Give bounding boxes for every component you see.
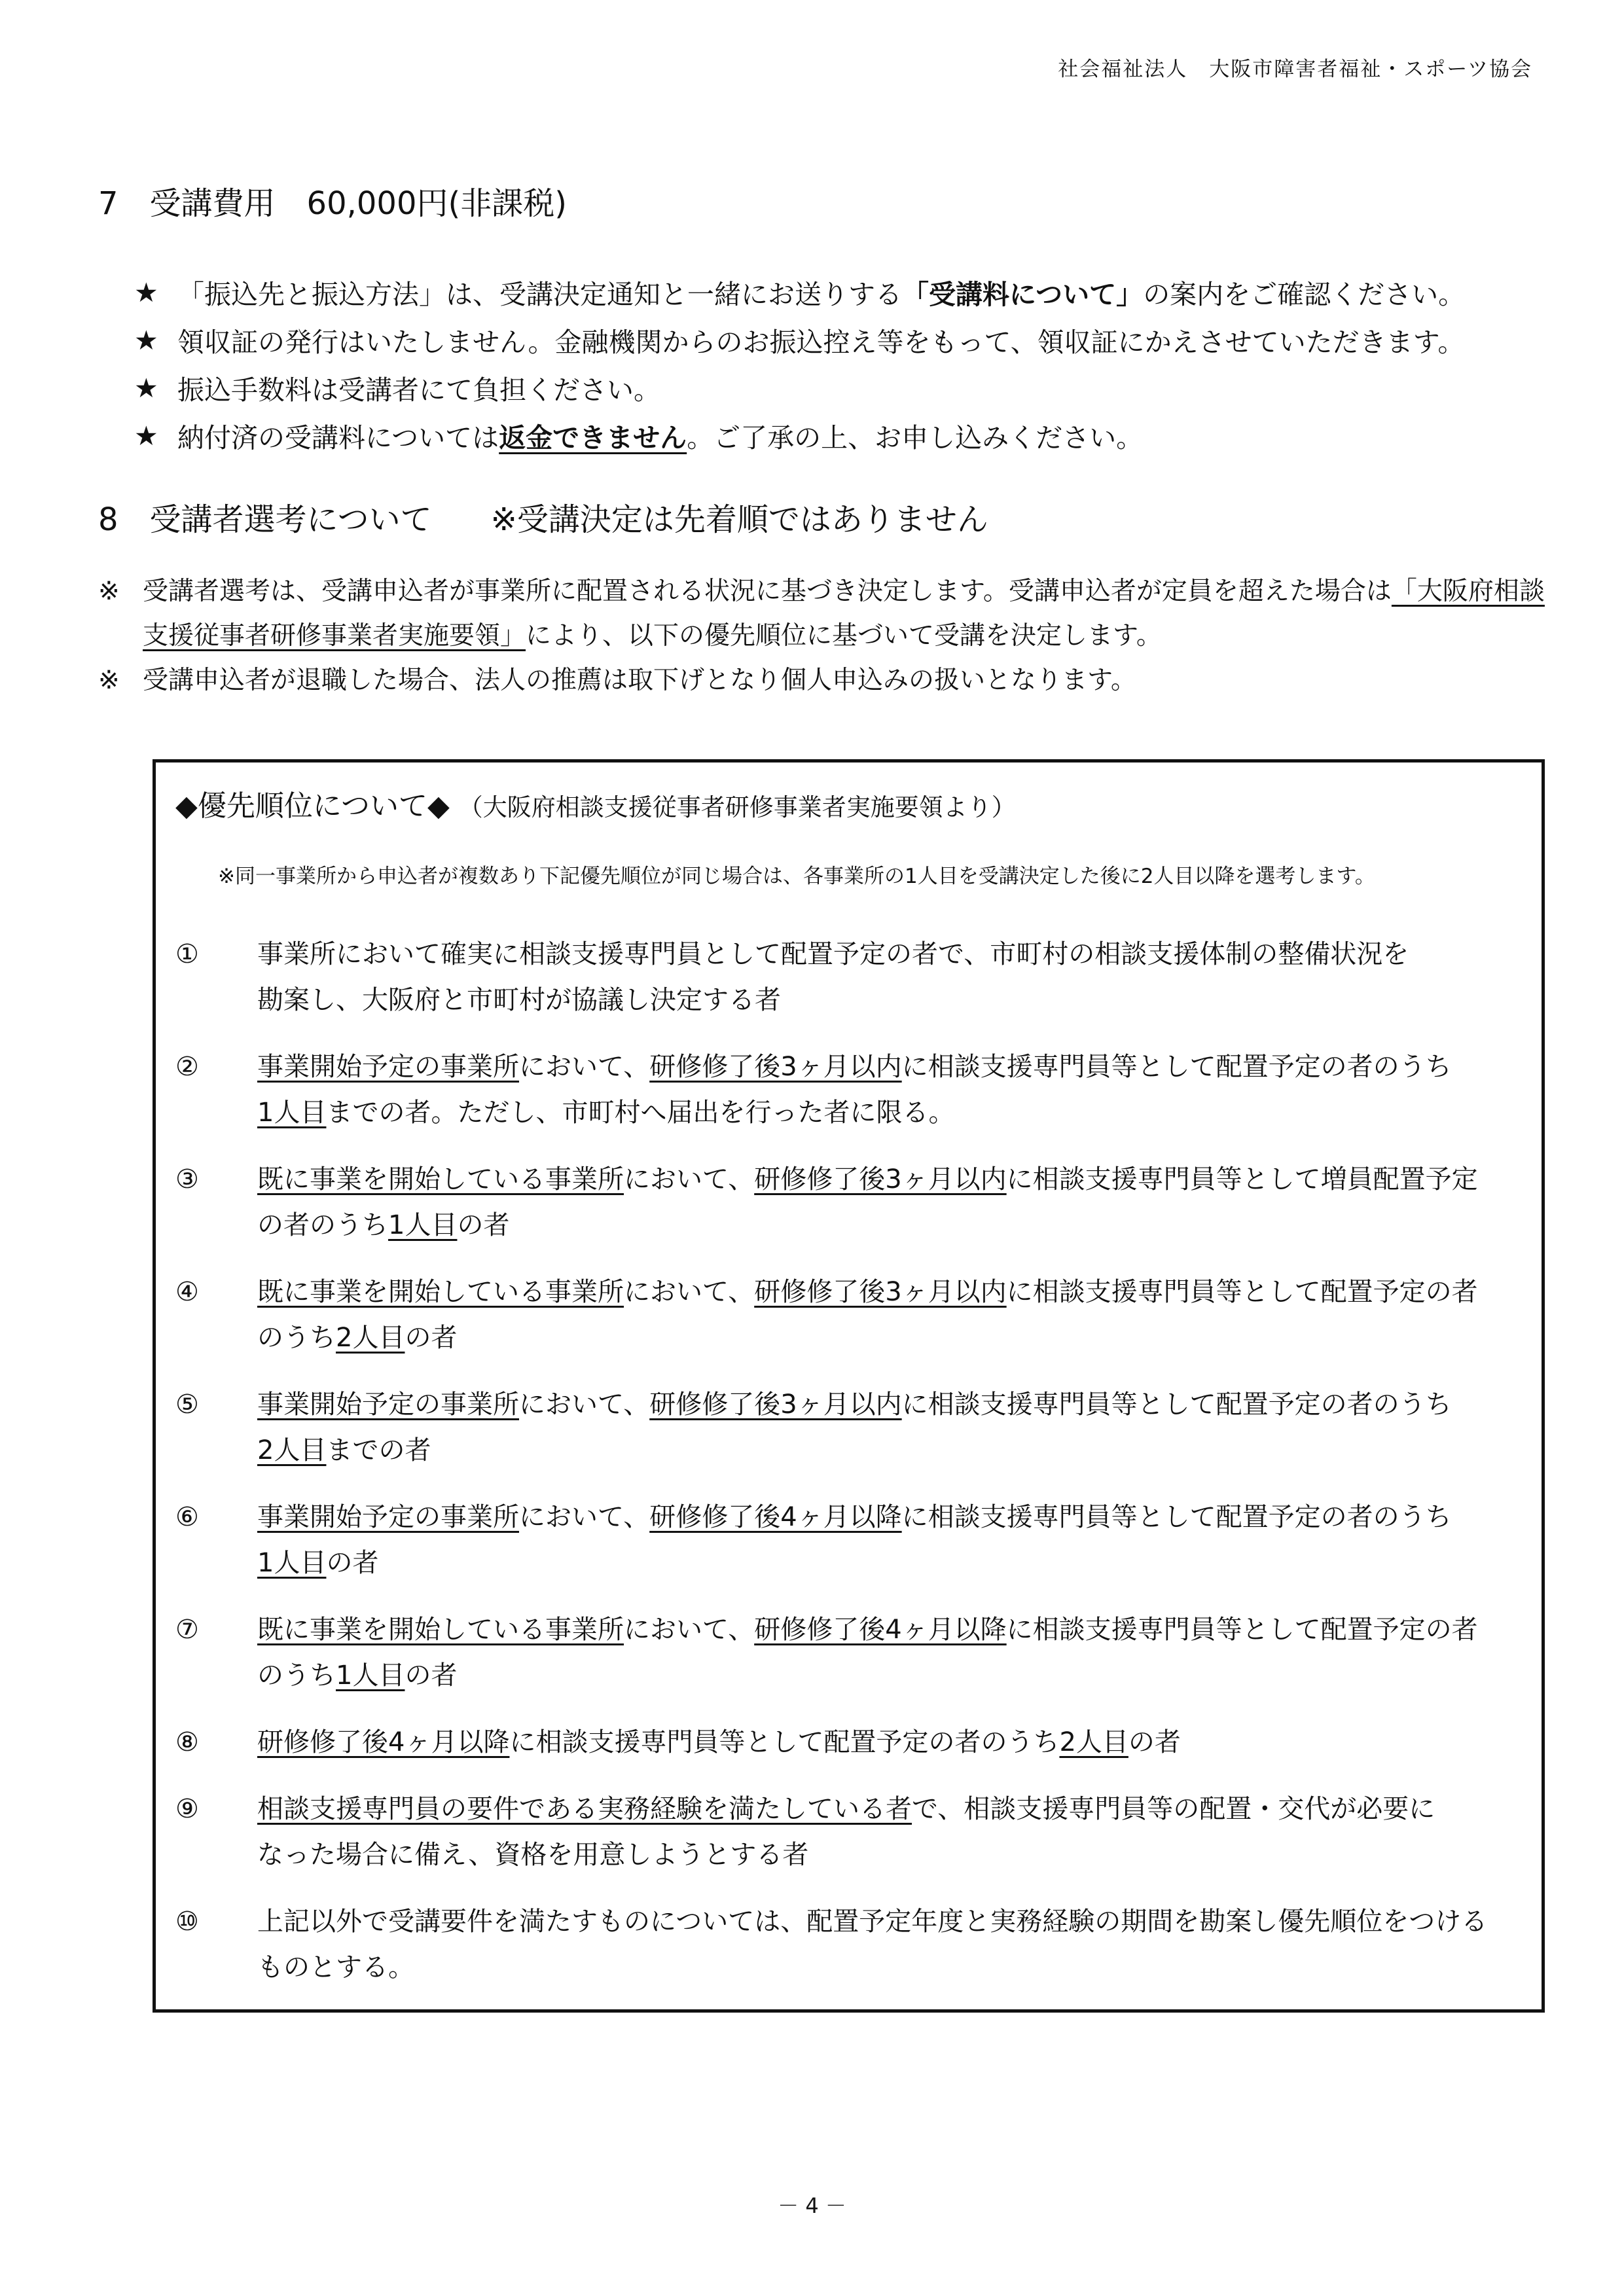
priority-title-text: ◆優先順位について◆: [175, 789, 450, 823]
priority-text: において、: [519, 1390, 650, 1420]
priority-number: ③: [175, 1164, 199, 1194]
priority-number: ⑥: [175, 1502, 199, 1532]
priority-number: ④: [175, 1277, 199, 1307]
priority-text: に相談支援専門員等として配置予定の者: [1006, 1615, 1478, 1645]
priority-text: に相談支援専門員等として配置予定の者: [1006, 1277, 1478, 1307]
fee-note: [134, 268, 1465, 316]
priority-text: に相談支援専門員等として配置予定の者のうち: [509, 1727, 1060, 1757]
fee-note-text: 「振込先と振込方法」は、受講決定通知と一緒にお送りする: [177, 279, 902, 310]
priority-text: 研修修了後4ヶ月以降: [754, 1615, 1007, 1645]
note-mark: ※: [98, 666, 120, 695]
note-text: 受講申込者が退職した場合、法人の推薦は取下げとなり個人申込みの扱いとなります。: [143, 666, 1136, 695]
priority-text: なった場合に備え、資格を用意しようとする者: [257, 1840, 809, 1870]
priority-text: の者: [457, 1210, 510, 1240]
priority-number: ⑧: [175, 1727, 199, 1757]
priority-number: ⑨: [175, 1794, 199, 1824]
priority-text: のうち: [257, 1660, 336, 1691]
priority-item: [175, 1044, 1487, 1136]
priority-text: 研修修了後3ヶ月以内: [649, 1052, 902, 1082]
priority-number: ⑦: [175, 1615, 199, 1645]
priority-text: の者: [1128, 1727, 1181, 1757]
priority-text: 研修修了後4ヶ月以降: [257, 1727, 510, 1757]
section-8-note: ※受講決定は先着順ではありません: [490, 501, 988, 538]
guideline-reference: 支援従事者研修事業者実施要領」: [143, 621, 526, 651]
priority-text: 1人目: [336, 1660, 405, 1691]
priority-text: に相談支援専門員等として配置予定の者のうち: [901, 1502, 1452, 1532]
selection-notes: [98, 569, 1545, 703]
fee-note-emphasis: 「受講料について」: [902, 279, 1144, 310]
priority-text: までの者: [326, 1435, 431, 1465]
priority-text: のうち: [257, 1323, 336, 1353]
star-icon: ★: [134, 324, 158, 356]
priority-text: 相談支援専門員の要件である実務経験を満たしている者: [257, 1794, 912, 1824]
priority-number: ②: [175, 1052, 199, 1082]
priority-text: 研修修了後3ヶ月以内: [649, 1390, 902, 1420]
priority-text: において、: [519, 1502, 650, 1532]
priority-text: に相談支援専門員等として配置予定の者のうち: [901, 1052, 1452, 1082]
note-text: により、以下の優先順位に基づいて受講を決定します。: [526, 621, 1162, 651]
priority-number: ⑩: [175, 1907, 199, 1937]
fee-note-text: の案内をご確認ください。: [1143, 279, 1466, 310]
priority-text: において、: [624, 1164, 755, 1194]
priority-item: [175, 1382, 1487, 1473]
priority-text: の者: [326, 1548, 379, 1578]
priority-number: ⑤: [175, 1390, 199, 1420]
guideline-reference: 「大阪府相談: [1391, 577, 1545, 606]
priority-text: 上記以外で受講要件を満たすものについては、配置予定年度と実務経験の期間を勘案し優先順位をつける: [257, 1907, 1488, 1937]
priority-box-title: [175, 782, 1016, 824]
priority-text: 勘案し、大阪府と市町村が協議し決定する者: [257, 985, 781, 1015]
priority-text: までの者。ただし、市町村へ届出を行った者に限る。: [326, 1098, 955, 1128]
fee-note-text: 。ご了承の上、お申し込みください。: [687, 422, 1144, 454]
priority-text: 事業開始予定の事業所: [257, 1390, 519, 1420]
priority-text: に相談支援専門員等として増員配置予定: [1006, 1164, 1478, 1194]
fee-note-text: 納付済の受講料については: [177, 422, 499, 454]
section-8-title: 8 受講者選考について: [98, 501, 432, 538]
priority-box: [153, 759, 1545, 2013]
priority-list: [175, 931, 1487, 1990]
priority-item: [175, 1786, 1487, 1878]
fee-note-text: 振込手数料は受講者にて負担ください。: [177, 374, 660, 406]
priority-text: 1人目: [257, 1098, 327, 1128]
priority-text: において、: [519, 1052, 650, 1082]
priority-text: 2人目: [336, 1323, 405, 1353]
fee-note-emphasis: 返金できません: [499, 422, 687, 454]
priority-text: 既に事業を開始している事業所: [257, 1615, 624, 1645]
star-icon: ★: [134, 420, 158, 452]
priority-source: （大阪府相談支援従事者研修事業者実施要領より）: [458, 793, 1016, 821]
priority-number: ①: [175, 939, 199, 969]
priority-text: の者: [405, 1323, 458, 1353]
note-text: 受講者選考は、受講申込者が事業所に配置される状況に基づき決定します。受講申込者が定員を超えた場合は: [143, 577, 1392, 606]
priority-text: 1人目: [257, 1548, 327, 1578]
priority-item: [175, 1899, 1487, 1990]
priority-item: [175, 1157, 1487, 1248]
priority-text: で、相談支援専門員等の配置・交代が必要に: [912, 1794, 1435, 1824]
star-icon: ★: [134, 372, 158, 404]
page-number: － 4 －: [778, 2193, 846, 2218]
fee-note: [134, 364, 1465, 412]
priority-text: 研修修了後3ヶ月以内: [754, 1277, 1007, 1307]
priority-text: の者のうち: [257, 1210, 388, 1240]
priority-note: ※同一事業所から申込者が複数あり下記優先順位が同じ場合は、各事業所の1人目を受講決定した後に2人目以降を選考します。: [218, 865, 1375, 888]
fee-note: [134, 412, 1465, 459]
priority-text: 研修修了後4ヶ月以降: [649, 1502, 902, 1532]
priority-item: [175, 1494, 1487, 1586]
organization-name: 社会福祉法人 大阪市障害者福祉・スポーツ協会: [1058, 58, 1532, 81]
priority-text: に相談支援専門員等として配置予定の者のうち: [901, 1390, 1452, 1420]
priority-text: 2人目: [1059, 1727, 1128, 1757]
priority-text: 事業開始予定の事業所: [257, 1052, 519, 1082]
priority-text: の者: [405, 1660, 458, 1691]
fee-notes-list: [134, 268, 1465, 459]
priority-item: [175, 931, 1487, 1023]
priority-text: 事業開始予定の事業所: [257, 1502, 519, 1532]
priority-text: 研修修了後3ヶ月以内: [754, 1164, 1007, 1194]
priority-text: において、: [624, 1615, 755, 1645]
priority-text: 既に事業を開始している事業所: [257, 1277, 624, 1307]
star-icon: ★: [134, 276, 158, 308]
fee-note-text: 領収証の発行はいたしません。金融機関からのお振込控え等をもって、領収証にかえさせていただきます。: [177, 327, 1465, 358]
priority-text: ものとする。: [257, 1952, 414, 1982]
priority-text: 事業所において確実に相談支援専門員として配置予定の者で、市町村の相談支援体制の整備状況を: [257, 939, 1409, 969]
priority-item: [175, 1269, 1487, 1361]
priority-text: 1人目: [388, 1210, 458, 1240]
fee-note: [134, 316, 1465, 364]
priority-item: [175, 1607, 1487, 1698]
section-8-heading: [98, 494, 988, 539]
note-mark: ※: [98, 577, 120, 606]
selection-note: [98, 658, 1545, 703]
selection-note: [98, 569, 1545, 658]
priority-item: [175, 1719, 1487, 1765]
section-7-heading: 7 受講費用 60,000円(非課税): [98, 185, 567, 222]
priority-text: 2人目: [257, 1435, 327, 1465]
priority-text: 既に事業を開始している事業所: [257, 1164, 624, 1194]
priority-text: において、: [624, 1277, 755, 1307]
